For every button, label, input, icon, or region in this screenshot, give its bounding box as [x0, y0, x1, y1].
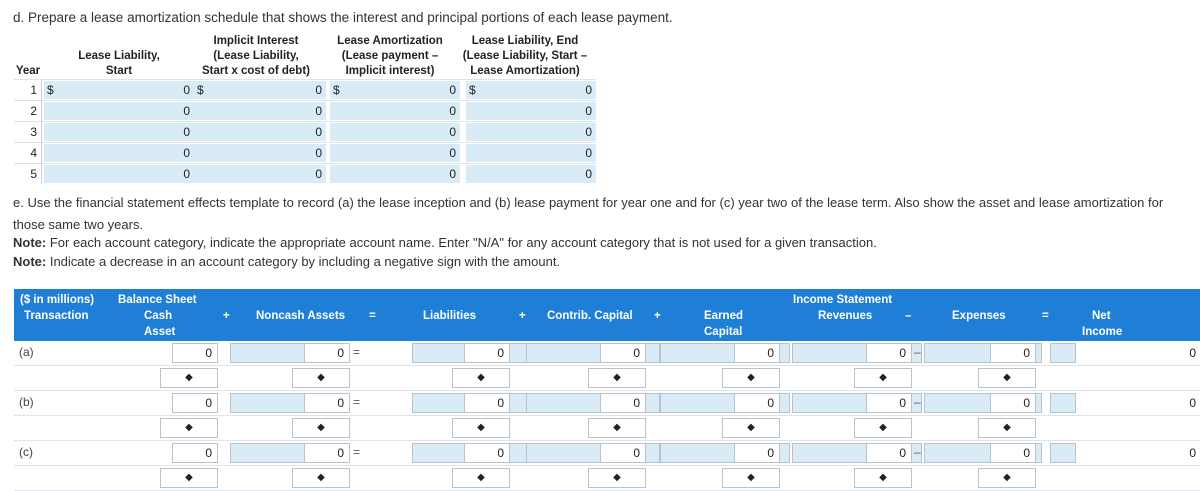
interest-input[interactable] — [194, 144, 326, 162]
hdr-plus-2: + — [519, 310, 526, 322]
part-e-instructions: e. Use the financial statement effects template to record (a) the lease inception and (b) lease payment for year one and for (c) year two of the lease term. Also show the asset and lease amortization for those same two years. — [13, 195, 1164, 232]
end-input[interactable] — [466, 165, 596, 183]
year-cell: 3 — [14, 122, 42, 142]
amortization-header — [14, 34, 596, 79]
end-value: 0 — [585, 104, 592, 118]
cash-amount-input[interactable]: 0 — [172, 443, 218, 463]
contrib-account-select[interactable]: ◆ — [588, 418, 646, 438]
account-name-input[interactable] — [1050, 343, 1076, 363]
minus-sign: – — [914, 345, 921, 359]
expenses-amount-input[interactable]: 0 — [990, 393, 1036, 413]
hdr-earned-2: Capital — [704, 326, 743, 338]
interest-input[interactable] — [194, 102, 326, 120]
account-name-input[interactable] — [1050, 393, 1076, 413]
effects-template — [14, 289, 1200, 491]
expenses-account-select[interactable]: ◆ — [978, 368, 1036, 388]
start-value: 0 — [183, 104, 190, 118]
noncash-account-select[interactable]: ◆ — [292, 418, 350, 438]
revenues-account-select[interactable]: ◆ — [854, 368, 912, 388]
hdr-transaction: Transaction — [24, 310, 89, 322]
noncash-account-select[interactable]: ◆ — [292, 468, 350, 488]
expenses-account-select[interactable]: ◆ — [978, 418, 1036, 438]
col-end-l3: Lease Amortization) — [470, 65, 580, 77]
note-1-label: Note: — [13, 235, 47, 250]
amort-input[interactable] — [330, 123, 460, 141]
liabilities-amount-input[interactable]: 0 — [464, 343, 510, 363]
revenues-account-select[interactable]: ◆ — [854, 418, 912, 438]
start-value: 0 — [183, 167, 190, 181]
note-1-text: For each account category, indicate the appropriate account name. Enter "N/A" for any account category that is not used for a given transaction. — [46, 235, 877, 250]
transaction-label: (c) — [19, 445, 33, 459]
noncash-amount-input[interactable]: 0 — [304, 343, 350, 363]
start-input[interactable] — [44, 81, 194, 99]
interest-input[interactable] — [194, 165, 326, 183]
liabilities-amount-input[interactable]: 0 — [464, 393, 510, 413]
amortization-row — [14, 79, 596, 100]
year-cell: 1 — [14, 80, 42, 100]
contrib-amount-input[interactable]: 0 — [600, 393, 646, 413]
hdr-equals-1: = — [369, 310, 376, 322]
minus-sign: – — [914, 395, 921, 409]
hdr-income-statement: Income Statement — [793, 294, 893, 306]
minus-sign: – — [914, 445, 921, 459]
end-input[interactable] — [466, 123, 596, 141]
noncash-amount-input[interactable]: 0 — [304, 393, 350, 413]
dollar-sign: $ — [469, 83, 476, 97]
revenues-amount-input[interactable]: 0 — [866, 393, 912, 413]
amort-value: 0 — [449, 104, 456, 118]
dollar-sign: $ — [47, 83, 54, 97]
cash-amount-input[interactable]: 0 — [172, 393, 218, 413]
revenues-account-select[interactable]: ◆ — [854, 468, 912, 488]
noncash-amount-input[interactable]: 0 — [304, 443, 350, 463]
end-value: 0 — [585, 125, 592, 139]
transaction-label: (b) — [19, 395, 34, 409]
noncash-account-select[interactable]: ◆ — [292, 368, 350, 388]
col-amort-l2: (Lease payment – — [341, 50, 439, 62]
hdr-cash-1: Cash — [144, 310, 173, 322]
hdr-revenues: Revenues — [818, 310, 873, 322]
amort-value: 0 — [449, 146, 456, 160]
hdr-plus-1: + — [223, 310, 230, 322]
note-2-text: Indicate a decrease in an account category by including a negative sign with the amount. — [46, 254, 561, 269]
hdr-expenses: Expenses — [952, 310, 1006, 322]
note-2 — [13, 254, 560, 269]
col-interest-l2: (Lease Liability, — [213, 50, 299, 62]
hdr-earned-1: Earned — [704, 310, 743, 322]
col-end-l2: (Lease Liability, Start – — [462, 50, 588, 62]
hdr-equals-2: = — [1042, 310, 1049, 322]
year-cell: 4 — [14, 143, 42, 163]
transaction-row — [14, 391, 1200, 416]
amort-value: 0 — [449, 125, 456, 139]
interest-input[interactable] — [194, 81, 326, 99]
interest-value: 0 — [315, 83, 322, 97]
col-amort-l1: Lease Amortization — [337, 35, 443, 47]
start-input[interactable] — [44, 165, 194, 183]
start-input[interactable] — [44, 102, 194, 120]
account-select-row — [14, 366, 1200, 391]
earned-account-select[interactable]: ◆ — [722, 368, 780, 388]
cash-amount-input[interactable]: 0 — [172, 343, 218, 363]
template-header — [14, 289, 1200, 341]
start-input[interactable] — [44, 144, 194, 162]
amort-input[interactable] — [330, 144, 460, 162]
equals-sign: = — [353, 395, 361, 409]
transaction-label: (a) — [19, 345, 34, 359]
col-start-l1: Lease Liability, — [78, 50, 160, 62]
amort-input[interactable] — [330, 165, 460, 183]
amortization-row — [14, 121, 596, 142]
start-input[interactable] — [44, 123, 194, 141]
earned-amount-input[interactable]: 0 — [734, 393, 780, 413]
liabilities-account-select[interactable]: ◆ — [452, 368, 510, 388]
hdr-noncash: Noncash Assets — [256, 310, 346, 322]
end-input[interactable] — [466, 144, 596, 162]
contrib-account-select[interactable]: ◆ — [588, 468, 646, 488]
note-2-label: Note: — [13, 254, 47, 269]
hdr-liabilities: Liabilities — [423, 310, 477, 322]
start-value: 0 — [183, 125, 190, 139]
hdr-balance-sheet: Balance Sheet — [118, 294, 197, 306]
cash-account-select[interactable]: ◆ — [160, 468, 218, 488]
col-interest-l3: Start x cost of debt) — [202, 65, 310, 77]
net-income-value: 0 — [1076, 393, 1200, 413]
hdr-minus: – — [905, 310, 912, 322]
revenues-amount-input[interactable]: 0 — [866, 343, 912, 363]
hdr-net-2: Income — [1082, 326, 1123, 338]
end-value: 0 — [585, 167, 592, 181]
end-value: 0 — [585, 83, 592, 97]
equals-sign: = — [353, 445, 361, 459]
expenses-amount-input[interactable]: 0 — [990, 443, 1036, 463]
earned-amount-input[interactable]: 0 — [734, 343, 780, 363]
col-amort-l3: Implicit interest) — [345, 65, 435, 77]
amort-value: 0 — [449, 167, 456, 181]
expenses-account-select[interactable]: ◆ — [978, 468, 1036, 488]
cash-account-select[interactable]: ◆ — [160, 368, 218, 388]
end-input[interactable] — [466, 81, 596, 99]
end-value: 0 — [585, 146, 592, 160]
contrib-account-select[interactable]: ◆ — [588, 368, 646, 388]
dollar-sign: $ — [333, 83, 340, 97]
start-value: 0 — [183, 146, 190, 160]
col-interest-l1: Implicit Interest — [213, 35, 299, 47]
dollar-sign: $ — [197, 83, 204, 97]
interest-value: 0 — [315, 125, 322, 139]
transaction-row — [14, 441, 1200, 466]
amortization-row — [14, 142, 596, 163]
account-name-input[interactable] — [1050, 443, 1076, 463]
net-income-value: 0 — [1076, 343, 1200, 363]
hdr-millions: ($ in millions) — [20, 294, 95, 306]
liabilities-amount-input[interactable]: 0 — [464, 443, 510, 463]
hdr-plus-3: + — [654, 310, 661, 322]
col-end-l1: Lease Liability, End — [471, 35, 579, 47]
year-cell: 2 — [14, 101, 42, 121]
note-1 — [13, 235, 877, 250]
end-input[interactable] — [466, 102, 596, 120]
amort-input[interactable] — [330, 102, 460, 120]
interest-value: 0 — [315, 146, 322, 160]
year-cell: 5 — [14, 164, 42, 184]
amortization-row — [14, 100, 596, 121]
amort-value: 0 — [449, 83, 456, 97]
liabilities-account-select[interactable]: ◆ — [452, 418, 510, 438]
contrib-amount-input[interactable]: 0 — [600, 443, 646, 463]
expenses-amount-input[interactable]: 0 — [990, 343, 1036, 363]
amortization-schedule — [14, 34, 596, 184]
transaction-row — [14, 341, 1200, 366]
account-select-row — [14, 416, 1200, 441]
cash-account-select[interactable]: ◆ — [160, 418, 218, 438]
contrib-amount-input[interactable]: 0 — [600, 343, 646, 363]
amort-input[interactable] — [330, 81, 460, 99]
net-income-value: 0 — [1076, 443, 1200, 463]
equals-sign: = — [353, 345, 361, 359]
hdr-cash-2: Asset — [144, 326, 176, 338]
start-value: 0 — [183, 83, 190, 97]
hdr-contrib: Contrib. Capital — [547, 310, 633, 322]
col-year: Year — [15, 65, 41, 77]
liabilities-account-select[interactable]: ◆ — [452, 468, 510, 488]
earned-account-select[interactable]: ◆ — [722, 418, 780, 438]
hdr-net-1: Net — [1092, 310, 1111, 322]
interest-input[interactable] — [194, 123, 326, 141]
revenues-amount-input[interactable]: 0 — [866, 443, 912, 463]
col-start-l2: Start — [105, 65, 133, 77]
amortization-row — [14, 163, 596, 184]
earned-account-select[interactable]: ◆ — [722, 468, 780, 488]
earned-amount-input[interactable]: 0 — [734, 443, 780, 463]
interest-value: 0 — [315, 167, 322, 181]
interest-value: 0 — [315, 104, 322, 118]
part-d-heading: d. Prepare a lease amortization schedule that shows the interest and principal portions of each lease payment. — [13, 10, 673, 25]
